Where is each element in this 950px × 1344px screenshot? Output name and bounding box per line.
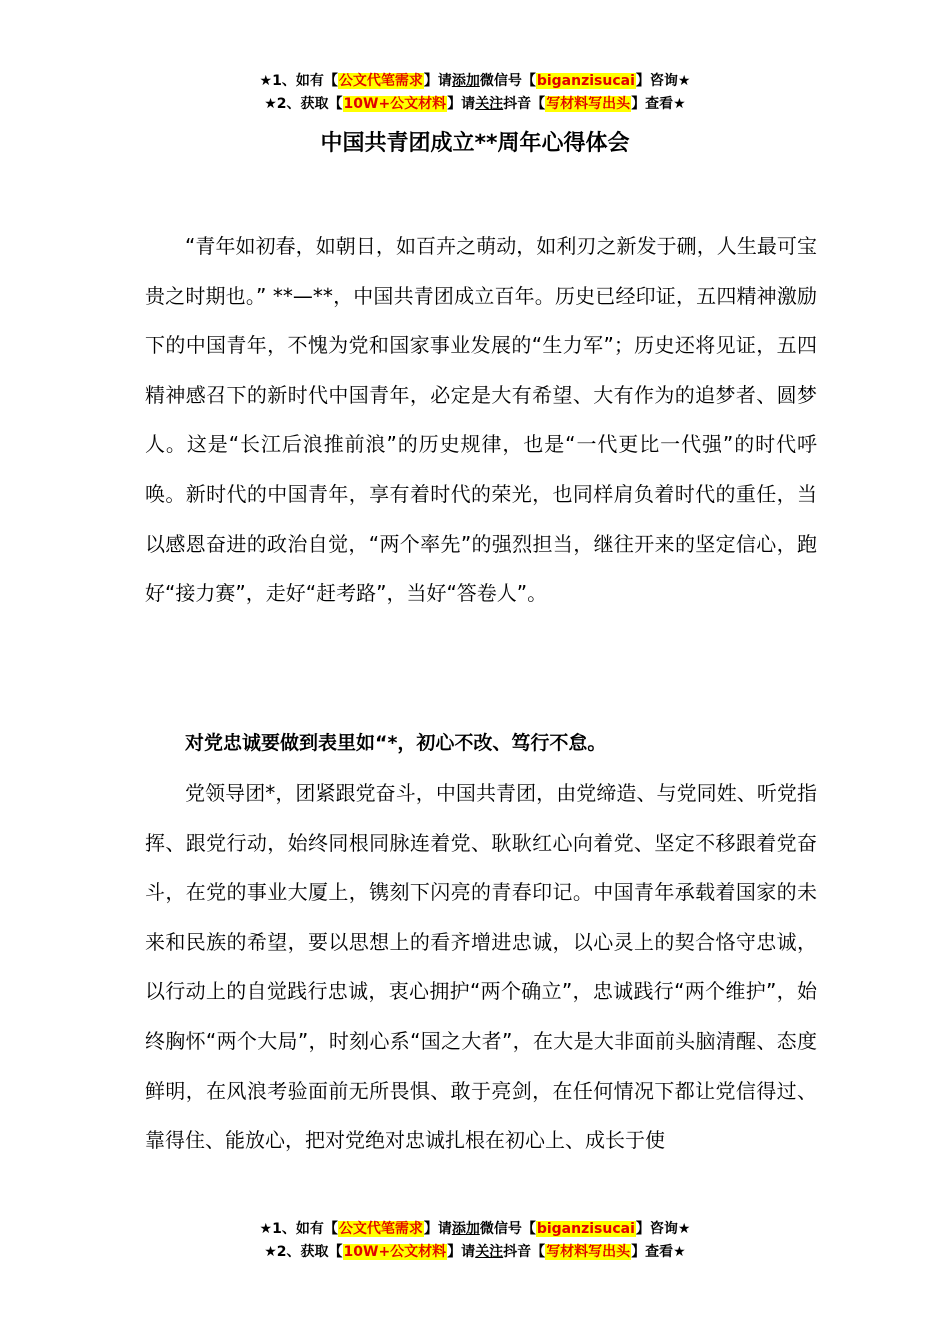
section-heading: 对党忠诚要做到表里如“*，初心不改、笃行不怠。 [185, 732, 607, 754]
banner-text: 】请 [447, 1244, 476, 1260]
banner-text: ★2、获取【 [264, 1244, 343, 1260]
banner-text: 微信号【 [479, 73, 536, 89]
banner-highlight: 公文代笔需求 [338, 73, 423, 89]
body-paragraph-2: 党领导团*，团紧跟党奋斗，中国共青团，由党缔造、与党同姓、听党指挥、跟党行动，始终同根同脉连着党、耿耿红心向着党、坚定不移跟着党奋斗，在党的事业大厦上，镌刻下闪亮的青春印记。中国青年承载着国家的未来和民族的希望，要以思想上的看齐增进忠诚，以心灵上的契合恪守忠诚，以行动上的自觉践行忠诚，衷心拥护“两个确立”，忠诚践行“两个维护”，始终胸怀“两个大局”，时刻心系“国之大者”，在大是大非面前头脑清醒、态度鲜明，在风浪考验面前无所畏惧、敢于亮剑，在任何情况下都让党信得过、靠得住、能放心，把对党绝对忠诚扎根在初心上、成长于使 [145, 781, 817, 1153]
banner-text: 】请 [423, 1221, 452, 1237]
banner-highlight: 10W+公文材料 [343, 1244, 447, 1260]
banner-text: 】查看★ [631, 96, 686, 112]
banner-underlined: 关注 [475, 1244, 504, 1260]
banner-highlight: 公文代笔需求 [338, 1221, 423, 1237]
banner-underlined: 添加 [451, 73, 480, 89]
banner-wechat-id: biganzisucai [536, 1221, 635, 1237]
banner-text: 】咨询★ [635, 1221, 691, 1237]
banner-text: ★2、获取【 [264, 96, 343, 112]
banner-text: 抖音【 [503, 1244, 546, 1260]
banner-line-1 [0, 1218, 950, 1241]
banner-douyin-id: 写材料写出头 [546, 96, 631, 112]
banner-text: 】请 [423, 73, 452, 89]
banner-highlight: 10W+公文材料 [343, 96, 447, 112]
banner-text: 】请 [447, 96, 476, 112]
banner-text: 】咨询★ [635, 73, 691, 89]
banner-text: 抖音【 [503, 96, 546, 112]
banner-line-1 [0, 70, 950, 93]
document-title: 中国共青团成立**周年心得体会 [320, 131, 630, 156]
banner-text: ★1、如有【 [259, 73, 338, 89]
footer-banner [0, 1218, 950, 1264]
banner-line-2 [0, 1241, 950, 1264]
banner-underlined: 添加 [451, 1221, 480, 1237]
banner-underlined: 关注 [475, 96, 504, 112]
header-banner [0, 70, 950, 116]
body-paragraph-1: “青年如初春，如朝日，如百卉之萌动，如利刃之新发于硎，人生最可宝贵之时期也。” **—**，中国共青团成立百年。历史已经印证，五四精神激励下的中国青年，不愧为党和国家事业发展的“生力军”；历史还将见证，五四精神感召下的新时代中国青年，必定是大有希望、大有作为的追梦者、圆梦人。这是“长江后浪推前浪”的历史规律，也是“一代更比一代强”的时代呼唤。新时代的中国青年，享有着时代的荣光，也同样肩负着时代的重任，当以感恩奋进的政治自觉，“两个率先”的强烈担当，继往开来的坚定信心，跑好“接力赛”，走好“赶考路”，当好“答卷人”。 [145, 234, 817, 606]
banner-text: ★1、如有【 [259, 1221, 338, 1237]
banner-line-2 [0, 93, 950, 116]
banner-wechat-id: biganzisucai [536, 73, 635, 89]
banner-text: 微信号【 [479, 1221, 536, 1237]
banner-text: 】查看★ [631, 1244, 686, 1260]
banner-douyin-id: 写材料写出头 [546, 1244, 631, 1260]
